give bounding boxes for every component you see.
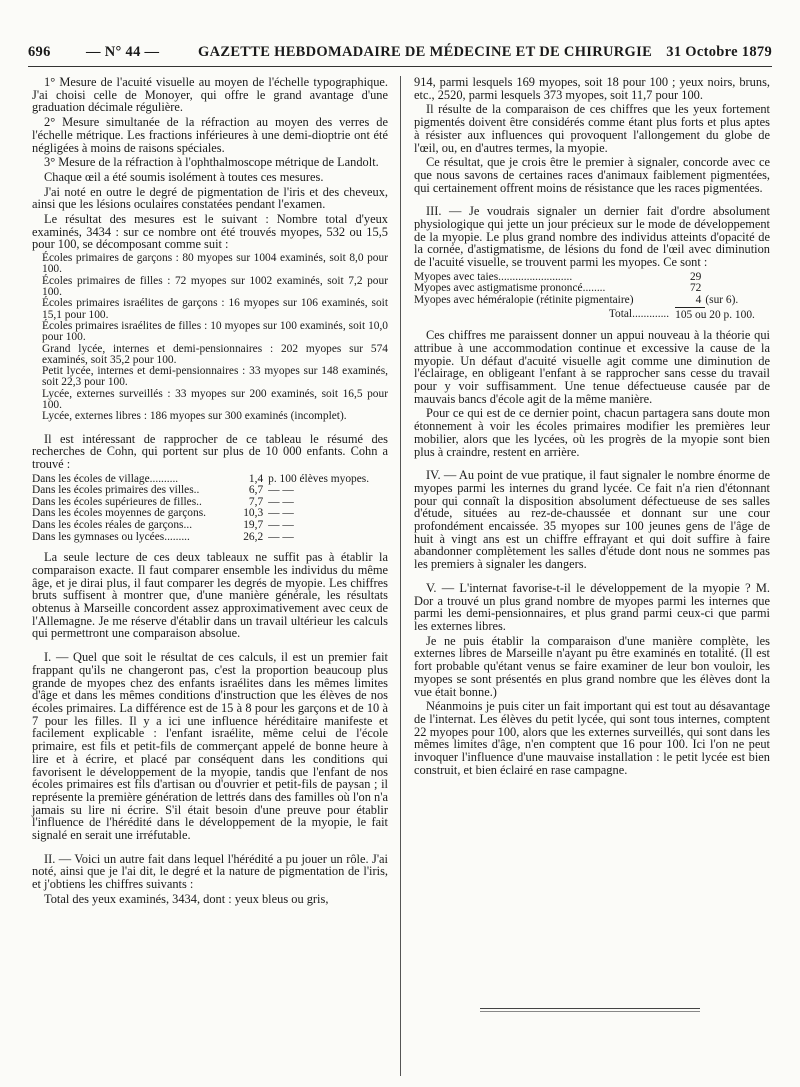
paragraph: 1° Mesure de l'acuité visuelle au moyen de l'échelle typographique. J'ai choisi celle de Monoyer, qui offre le grand avantage d'une graduation décimale régulière. [32, 75, 388, 115]
paragraph: Il résulte de la comparaison de ces chiffres que les yeux fortement pigmentés doivent être considérés comme étant plus forts et plus aptes à résister aux influences qui provoquent l'allongement du globe de l'œil, ou, en d'autres termes, la myopie. [414, 102, 770, 155]
issue-number: — N° 44 — [86, 44, 160, 60]
paragraph: V. — L'internat favorise-t-il le développement de la myopie ? M. Dor a trouvé un plus grand nombre de myopes parmi les internes que parmi les demi-pensionnaires, et plus grand parmi ceux-ci que parmi les externes libres. [414, 580, 770, 633]
row-unit: — — [268, 495, 294, 508]
paragraph: Total des yeux examinés, 3434, dont : yeux bleus ou gris, [44, 891, 329, 906]
row-unit: — — [268, 530, 294, 543]
paragraph: II. — Voici un autre fait dans lequel l'hérédité a pu jouer un rôle. J'ai noté, ainsi que je l'ai dit, le degré et la nature de pigmentation de l'iris, et j'obtiens les chiffres suivants : [32, 851, 388, 892]
paragraph: Néanmoins je puis citer un fait important qui est tout au désavantage de l'internat. Les élèves du petit lycée, qui sont tous internes, comptent 22 myopes pour 100, alors que les externes surveillés, qui sont dans les mêmes limites d'âge, n'en comptent que 16 pour 100. Ici l'on ne peut invoquer l'influence d'une mauvaise installation : le petit lycée est bien construit, et bien éclairé en rase campagne. [414, 699, 770, 777]
paragraph: Il est intéressant de rapprocher de ce tableau le résumé des recherches de Cohn, qui portent sur plus de 10 000 enfants. Cohn a trouvé : [32, 431, 388, 471]
list-item: Écoles primaires de filles : 72 myopes sur 1002 examinés, soit 7,2 pour 100. [42, 274, 388, 299]
row-label: Dans les écoles primaires des villes.. [32, 484, 200, 497]
row-note: (sur 6). [705, 294, 739, 307]
row-value: 29 [689, 270, 702, 283]
row-note [705, 272, 770, 284]
row-value: 7,7 [248, 495, 264, 508]
row-value: 1,4 [248, 472, 264, 485]
paragraph: 2° Mesure simultanée de la réfraction au moyen des verres de l'échelle métrique. Les fractions inférieures à une demi-dioptrie ont été négligées à moins de raisons spéciales. [32, 115, 388, 155]
row-unit: p. 100 élèves myopes. [268, 472, 370, 485]
table-row [414, 295, 770, 307]
table-row [32, 532, 388, 544]
row-value: 4 [675, 295, 705, 307]
list-item: Petit lycée, internes et demi-pensionnaires : 33 myopes sur 148 examinés, soit 22,3 pour 100. [42, 365, 388, 389]
table-row [414, 283, 770, 295]
paragraph: Pour ce qui est de ce dernier point, chacun partagera sans doute mon étonnement à voir les écoles primaires modifier les premières leur mobilier, alors que les lycées, où les progrès de la myopie sont bien plus à craindre, restent en arrière. [414, 406, 770, 459]
paragraph: III. — Je voudrais signaler un dernier fait d'ordre absolument physiologique qui jette un jour précieux sur le mode de développement de la myopie. Le plus grand nombre des individus atteints d'opacité de la cornée, d'astigmatisme, de lésions du fond de l'œil avec diminution de l'acuité visuelle, se trouvent parmi les myopes. Ce sont : [414, 204, 770, 270]
end-rule [480, 1008, 700, 1012]
row-label: Dans les gymnases ou lycées......... [32, 530, 190, 543]
page-number: 696 [28, 44, 51, 60]
table-total-row [414, 307, 770, 321]
cohn-table [32, 474, 388, 544]
list-item: Écoles primaires israélites de filles : 10 myopes sur 100 examinés, soit 10,0 pour 100. [42, 319, 388, 344]
column-divider [400, 76, 401, 1076]
paragraph: Chaque œil a été soumis isolément à toutes ces mesures. [44, 169, 324, 184]
paragraph: Ces chiffres me paraissent donner un appui nouveau à la théorie qui attribue à une accommodation continue et excessive la cause de la myopie. Un défaut d'acuité visuelle agit comme une diminution de l'éclairage, en obligeant l'enfant à se rapprocher sans cesse du travail pour y voir suffisamment. Une tenue défectueuse causée par de mauvais bancs d'école agit de la même manière. [414, 328, 770, 406]
list-item: Écoles primaires israélites de garçons : 16 myopes sur 106 examinés, soit 15,1 pour 100. [42, 297, 388, 321]
journal-title: GAZETTE HEBDOMADAIRE DE MÉDECINE ET DE CHIRURGIE [198, 44, 653, 60]
row-value: 19,7 [243, 519, 264, 532]
row-value: 6,7 [248, 484, 264, 497]
row-unit: — — [268, 507, 294, 520]
lesions-table [414, 272, 770, 321]
row-unit: — — [268, 484, 294, 497]
total-value: 105 ou 20 p. 100. [675, 308, 755, 321]
row-label: Myopes avec taies.......................... [414, 270, 573, 283]
table-row [32, 520, 388, 532]
row-label: Myopes avec héméralopie (rétinite pigmentaire) [414, 294, 634, 307]
row-label: Myopes avec astigmatisme prononcé........ [414, 282, 606, 295]
paragraph: Ce résultat, que je crois être le premier à signaler, concorde avec ce que nous savons de certaines races d'animaux faiblement pigmentées, qui certainement offrent moins de résistance que les races pigmentées. [414, 155, 770, 195]
paragraph: IV. — Au point de vue pratique, il faut signaler le nombre énorme de myopes parmi les internes du grand lycée. Ce fait n'a rien d'étonnant pour qui connaît la disposition absolument défectueuse de ses salles d'étude, situées au rez-de-chaussée et donnant sur une cour profondément encaissée. 35 myopes sur 100 jeunes gens de l'âge de huit à vingt ans est un chiffre effrayant et qui doit suffire à faire abandonner complètement les salles d'étude dont nous ne sommes pas les premiers à signaler les dangers. [414, 468, 770, 572]
paragraph: I. — Quel que soit le résultat de ces calculs, il est un premier fait frappant qu'ils ne changeront pas, c'est la proportion beaucoup plus grande de myopes chez des enfants israélites dans les mêmes limites d'âge et dans les mêmes conditions d'instruction que les élèves de nos écoles primaires. La différence est de 15 à 8 pour les garçons et de 10 à 7 pour les filles. Il y a ici une influence héréditaire manifeste et facilement explicable : l'enfant israélite, même celui de l'école primaire, est fils et petit-fils de commerçant appelé de bonne heure à lire et à écrire, et placé par conséquent dans les conditions qui favorisent le développement de la myopie, tandis que l'enfant de nos écoles primaires est fils d'artisan ou d'ouvrier et petit-fils de paysan ; il représente la première génération de lettrés dans des familles où l'on n'a jamais su lire ni écrire. S'il était besoin d'une preuve pour établir l'influence de l'hérédité dans le développement de la myopie, le fait signalé en serait une irréfutable. [32, 650, 388, 843]
list-item: Grand lycée, internes et demi-pensionnaires : 202 myopes sur 574 examinés, soit 35,2 pour 100. [42, 342, 388, 366]
paragraph: 3° Mesure de la réfraction à l'ophthalmoscope métrique de Landolt. [44, 155, 379, 170]
paragraph: 914, parmi lesquels 169 myopes, soit 18 pour 100 ; yeux noirs, bruns, etc., 2520, parmi lesquels 373 myopes, soit 11,7 pour 100. [414, 75, 770, 102]
row-label: Dans les écoles de village.......... [32, 472, 179, 485]
paragraph: Je ne puis établir la comparaison d'une manière complète, les externes libres de Marseille n'ayant pu être examinés en totalité. (Il est fort probable qu'étant venus se faire examiner de leur bon vouloir, les myopes se sont présentés en plus grand nombre que les élèves dont la vue était bonne.) [414, 633, 770, 699]
list-item: Lycée, externes libres : 186 myopes sur 300 examinés (incomplet). [42, 410, 347, 423]
row-label: Dans les écoles supérieures de filles.. [32, 495, 202, 508]
paragraph: J'ai noté en outre le degré de pigmentation de l'iris et des cheveux, ainsi que les lésions oculaires constatées pendant l'examen. [32, 184, 388, 212]
running-header [28, 40, 772, 67]
issue-date: 31 Octobre 1879 [666, 44, 772, 60]
row-value: 72 [689, 282, 702, 295]
row-label: Dans les écoles réales de garçons... [32, 519, 193, 532]
paragraph: Le résultat des mesures est le suivant : Nombre total d'yeux examinés, 3434 : sur ce nombre ont été trouvés myopes, 532 ou 15,5 pour 100, se décomposant comme suit : [32, 212, 388, 252]
row-value: 26,2 [243, 530, 264, 543]
right-column [414, 76, 770, 778]
left-column [32, 76, 388, 908]
row-value: 10,3 [243, 507, 264, 520]
list-item: Écoles primaires de garçons : 80 myopes sur 1004 examinés, soit 8,0 pour 100. [42, 252, 388, 276]
school-results-list [32, 253, 388, 422]
row-label: Dans les écoles moyennes de garçons. [32, 507, 206, 520]
row-note [705, 283, 770, 295]
paragraph: La seule lecture de ces deux tableaux ne suffit pas à établir la comparaison exacte. Il faut comparer ensemble les individus du même âge, et je dirai plus, il faut comparer les degrés de myopie. Les chiffres bruts suffisent à montrer que, d'une manière générale, les résultats obtenus à Marseille concordent assez approximativement avec ceux de l'Allemagne. Je me réserve d'établir dans un travail ultérieur les calculs qui permettront une comparaison absolue. [32, 550, 388, 641]
row-unit: — — [268, 519, 294, 532]
total-label: Total............. [608, 308, 670, 321]
list-item: Lycée, externes surveillés : 33 myopes sur 200 examinés, soit 16,5 pour 100. [42, 387, 388, 411]
